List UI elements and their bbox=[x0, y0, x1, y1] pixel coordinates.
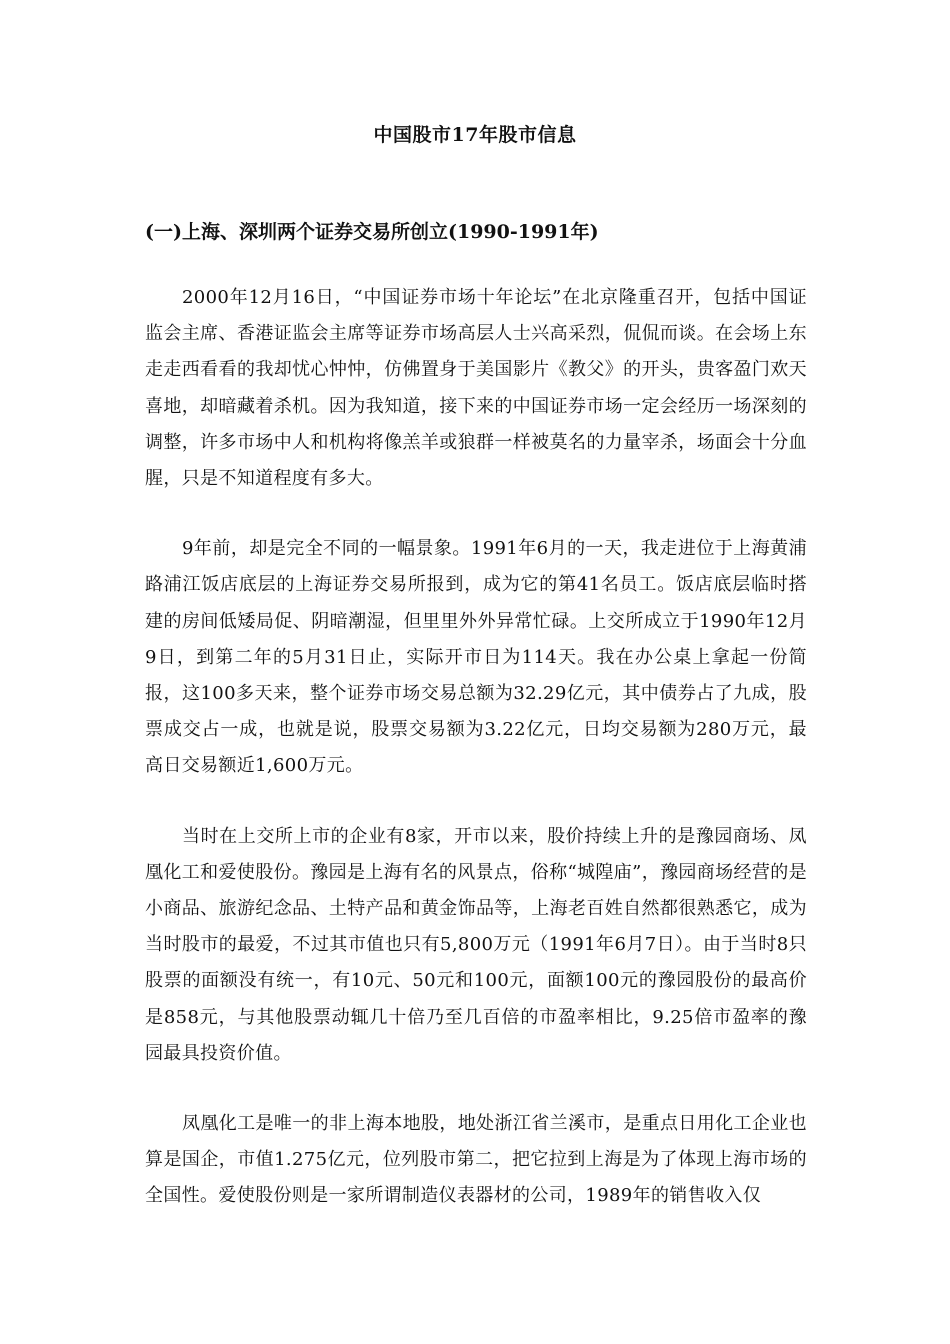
section-heading: (一)上海、深圳两个证券交易所创立(1990-1991年) bbox=[145, 221, 599, 243]
document-title: 中国股市17年股市信息 bbox=[373, 124, 577, 146]
paragraph-4: 凤凰化工是唯一的非上海本地股，地处浙江省兰溪市，是重点日用化工企业也算是国企，市值1.275亿元，位列股市第二，把它拉到上海是为了体现上海市场的全国性。爱使股份则是一家所谓制造仪表器材的公司，1989年的销售收入仅 bbox=[145, 1113, 807, 1207]
paragraph-1: 2000年12月16日，“中国证券市场十年论坛”在北京隆重召开，包括中国证监会主席、香港证监会主席等证券市场高层人士兴高采烈，侃侃而谈。在会场上东走走西看看的我却忧心忡忡，仿佛置身于美国影片《教父》的开头，贵客盈门欢天喜地，却暗藏着杀机。因为我知道，接下来的中国证券市场一定会经历一场深刻的调整，许多市场中人和机构将像羔羊或狼群一样被莫名的力量宰杀，场面会十分血腥，只是不知道程度有多大。 bbox=[145, 287, 807, 490]
document-body bbox=[145, 280, 807, 1249]
paragraph-3: 当时在上交所上市的企业有8家，开市以来，股价持续上升的是豫园商场、凤凰化工和爱使股份。豫园是上海有名的风景点，俗称“城隍庙”，豫园商场经营的是小商品、旅游纪念品、土特产品和黄金饰品等，上海老百姓自然都很熟悉它，成为当时股市的最爱，不过其市值也只有5,800万元（1991年6月7日）。由于当时8只股票的面额没有统一，有10元、50元和100元，面额100元的豫园股份的最高价是858元，与其他股票动辄几十倍乃至几百倍的市盈率相比，9.25倍市盈率的豫园最具投资价值。 bbox=[145, 825, 807, 1064]
paragraph-2: 9年前，却是完全不同的一幅景象。1991年6月的一天，我走进位于上海黄浦路浦江饭店底层的上海证券交易所报到，成为它的第41名员工。饭店底层临时搭建的房间低矮局促、阴暗潮湿，但里里外外异常忙碌。上交所成立于1990年12月9日，到第二年的5月31日止，实际开市日为114天。我在办公桌上拿起一份简报，这100多天来，整个证券市场交易总额为32.29亿元，其中债券占了九成，股票成交占一成，也就是说，股票交易额为3.22亿元，日均交易额为280万元，最高日交易额近1,600万元。 bbox=[145, 538, 807, 777]
